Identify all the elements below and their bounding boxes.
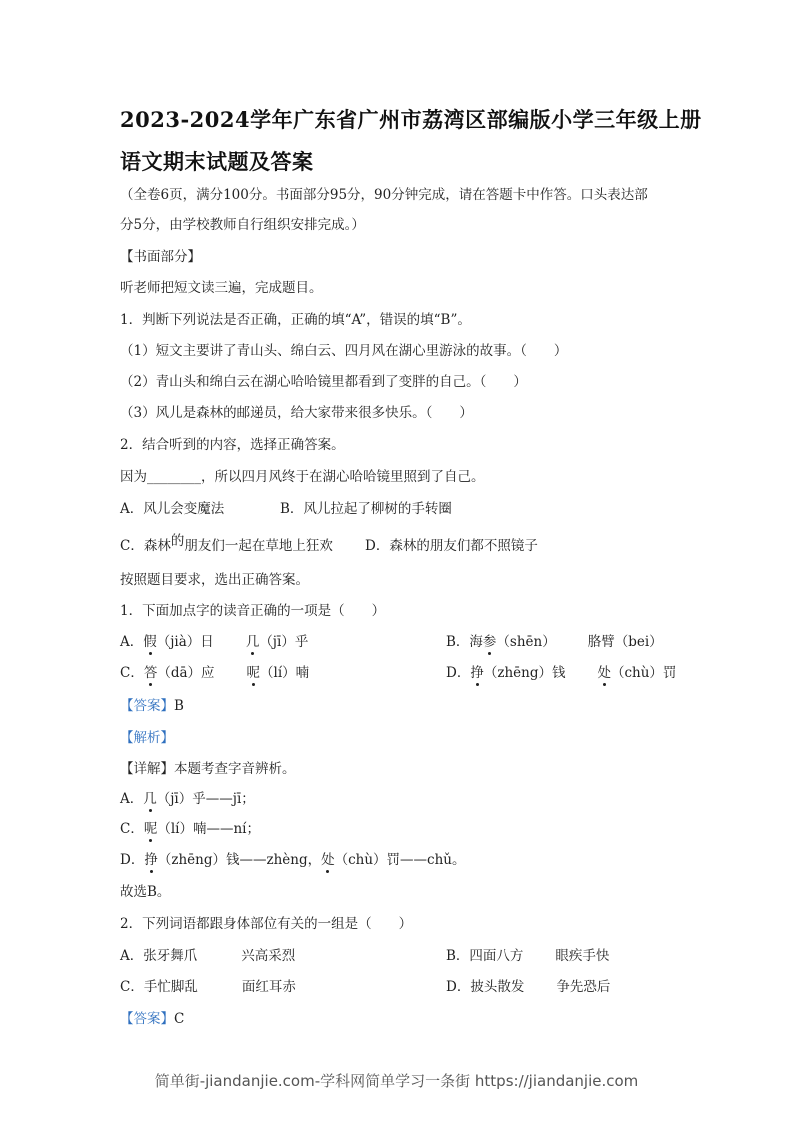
- p2-answer: 【答案】C: [120, 1011, 185, 1027]
- footer-watermark: 简单街-jiandanjie.com-学科网简单学习一条街 https://jiandanjie.com: [154, 1072, 639, 1090]
- p1-option-d: D．挣（zhēng）钱 处（chù）罚: [446, 665, 677, 681]
- q2-option-c-post: 朋友们一起在草地上狂欢: [184, 538, 333, 554]
- q1-stem: 1．判断下列说法是否正确，正确的填“A”，错误的填“B”。: [120, 312, 471, 328]
- q2-option-a: A．风儿会变魔法: [120, 501, 225, 517]
- detail-line: 【详解】本题考查字音辨析。: [120, 761, 296, 777]
- q1-item-3: （3）风儿是森林的邮递员，给大家带来很多快乐。（ ）: [120, 405, 473, 421]
- q1-item-2: （2）青山头和绵白云在湖心哈哈镜里都看到了变胖的自己。（ ）: [120, 374, 527, 390]
- p2-option-d: D．披头散发 争先恐后: [446, 979, 611, 995]
- detail-d: D．挣（zhēng）钱——zhèng，处（chù）罚——chǔ。: [120, 852, 466, 868]
- intro-line1: （全卷6页，满分100分。书面部分95分，90分钟完成，请在答题卡中作答。口头表达部: [120, 187, 648, 203]
- doc-title-line1: 2023-2024学年广东省广州市荔湾区部编版小学三年级上册: [120, 107, 702, 132]
- section-written: 【书面部分】: [120, 249, 201, 265]
- section2-instruction: 按照题目要求，选出正确答案。: [120, 572, 309, 588]
- q2-option-c-pre: C．森林: [120, 538, 171, 554]
- p1-answer: 【答案】B: [120, 698, 184, 714]
- p1-option-a: A．假（jià）日 几（jī）乎: [120, 634, 309, 650]
- q2-stem: 2．结合听到的内容，选择正确答案。: [120, 437, 345, 453]
- q2-sentence: 因为________，所以四月风终于在湖心哈哈镜里照到了自己。: [120, 469, 485, 485]
- intro-line2: 分5分，由学校教师自行组织安排完成。）: [120, 217, 365, 233]
- detail-c: C．呢（lí）喃——ní；: [120, 821, 260, 837]
- p2-option-b: B．四面八方 眼疾手快: [446, 948, 610, 964]
- p2-stem: 2．下列词语都跟身体部位有关的一组是（ ）: [120, 916, 413, 932]
- analysis-tag: 【解析】: [120, 730, 174, 746]
- q2-option-b: B．风儿拉起了柳树的手转圈: [280, 501, 452, 517]
- answer-tag: 【答案】: [120, 698, 174, 714]
- q2-option-c-de: 的: [170, 533, 185, 549]
- detail-a: A．几（jī）乎——jī；: [120, 791, 255, 807]
- conclusion: 故选B。: [120, 884, 171, 900]
- q2-option-c: [120, 533, 333, 555]
- p2-option-c: C．手忙脚乱 面红耳赤: [120, 979, 296, 995]
- p1-option-b: B．海参（shēn） 胳臂（bei）: [446, 634, 663, 650]
- p2-option-a: A．张牙舞爪 兴高采烈: [120, 948, 296, 964]
- listen-instruction: 听老师把短文读三遍，完成题目。: [120, 280, 323, 296]
- q1-item-1: （1）短文主要讲了青山头、绵白云、四月风在湖心里游泳的故事。（ ）: [120, 343, 568, 359]
- p1-stem: 1．下面加点字的读音正确的一项是（ ）: [120, 603, 386, 619]
- q2-option-d: D．森林的朋友们都不照镜子: [365, 538, 538, 554]
- doc-title-line2: 语文期末试题及答案: [120, 149, 314, 174]
- p1-option-c: C．答（dā）应 呢（lí）喃: [120, 665, 310, 681]
